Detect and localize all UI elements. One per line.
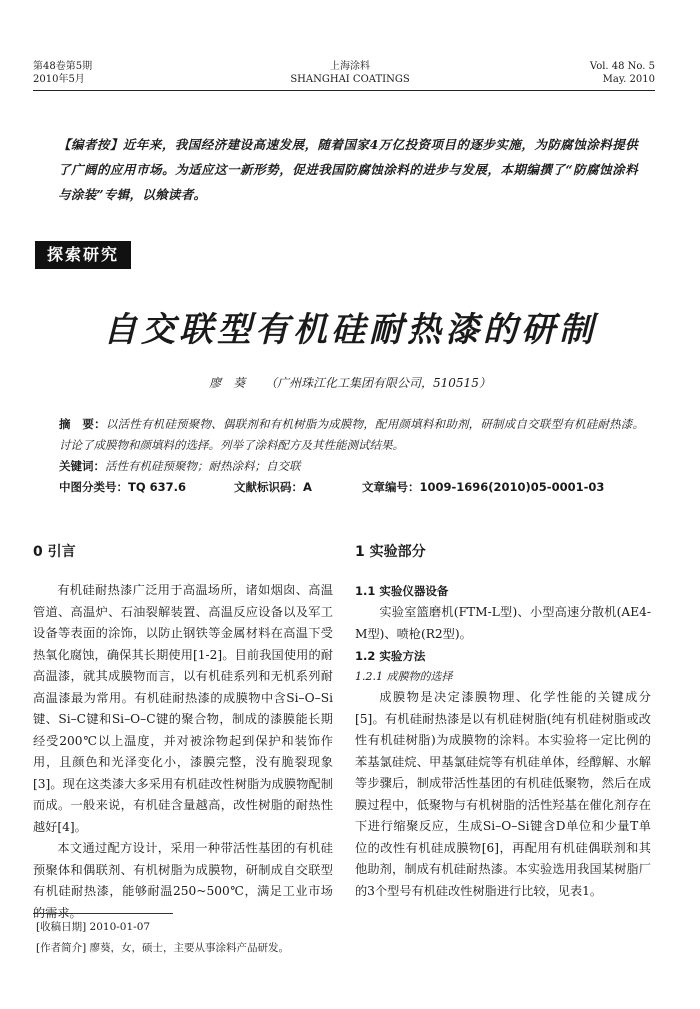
running-header-right xyxy=(590,60,655,86)
keywords xyxy=(59,456,644,477)
footnote-author-bio: [作者简介] 廖葵，女，硕士，主要从事涂料产品研发。 xyxy=(36,942,290,954)
volume-issue-cn: 第48卷第5期 xyxy=(33,61,93,72)
section-banner: 探索研究 xyxy=(35,241,131,269)
header-rule xyxy=(33,90,655,91)
abstract xyxy=(59,414,644,456)
doc-code-value: A xyxy=(303,480,312,494)
footnote-received-date: [收稿日期] 2010-01-07 xyxy=(36,921,151,933)
right-column xyxy=(355,542,651,902)
author-line xyxy=(0,374,700,392)
abstract-label: 摘 要： xyxy=(59,417,106,431)
keywords-label: 关键词： xyxy=(59,459,105,473)
classification-line xyxy=(59,477,644,498)
subsection-heading-equipment: 1.1 实验仪器设备 xyxy=(355,584,449,598)
section-heading-experimental: 1 实验部分 xyxy=(355,544,426,560)
date-en: May. 2010 xyxy=(602,74,655,85)
author-affiliation: （广州珠江化工集团有限公司，510515） xyxy=(265,376,491,390)
journal-name-cn: 上海涂料 xyxy=(330,61,370,72)
subsection-heading-method: 1.2 实验方法 xyxy=(355,649,426,663)
film-former-paragraph: 成膜物是决定漆膜物理、化学性能的关键成分[5]。有机硅耐热漆是以有机硅树脂(纯有机硅树脂或改性有机硅树脂)为成膜物的涂料。本实验将一定比例的苯基氯硅烷、甲基氯硅烷等有机硅单体，经醇解、水解等步骤后，制成带活性基团的有机硅低聚物，然后在成膜过程中，低聚物与有机树脂的活性羟基在催化剂存在下进行缩聚反应，生成Si–O–Si键含D单位和少量T单位的改性有机硅成膜物[6]，再配用有机硅偶联剂和其他助剂，制成有机硅耐热漆。本实验选用我国某树脂厂的3个型号有机硅改性树脂进行比较，见表1。 xyxy=(355,690,651,898)
article-title: 自交联型有机硅耐热漆的研制 xyxy=(103,310,597,350)
intro-paragraph-2: 本文通过配方设计，采用一种带活性基团的有机硅预聚体和偶联剂、有机树脂为成膜物，研制成自交联型有机硅耐热漆，能够耐温250~500℃，满足工业市场的需求。 xyxy=(33,841,333,920)
footnote-rule xyxy=(33,913,173,914)
doc-code-label: 文献标识码： xyxy=(234,480,303,494)
article-number-value: 1009-1696(2010)05-0001-03 xyxy=(419,480,605,494)
volume-issue-en: Vol. 48 No. 5 xyxy=(589,61,655,72)
abstract-block xyxy=(59,414,644,498)
editor-note: 【编者按】近年来，我国经济建设高速发展，随着国家4万亿投资项目的逐步实施，为防腐蚀涂料提供了广阔的应用市场。为适应这一新形势，促进我国防腐蚀涂料的进步与发展，本期编撰了“防腐蚀涂料与涂装”专辑，以飨读者。 xyxy=(58,137,638,202)
left-column xyxy=(33,542,333,924)
subsubsection-heading-film-former: 1.2.1 成膜物的选择 xyxy=(355,670,453,683)
intro-paragraph-1: 有机硅耐热漆广泛用于高温场所，诸如烟囱、高温管道、高温炉、石油裂解装置、高温反应设备以及军工设备等表面的涂饰，以防止钢铁等金属材料在高温下受热氧化腐蚀，确保其长期使用[1-2]。目前我国使用的耐高温漆，就其成膜物而言，以有机硅系列和无机系列耐高温漆最为常用。有机硅耐热漆的成膜物中含Si–O–Si键、Si–C键和Si–O–C键的聚合物，制成的漆膜能长期经受200℃以上温度，并对被涂物起到保护和装饰作用，且颜色和光泽变化小，漆膜完整，没有脆裂现象[3]。现在这类漆大多采用有机硅改性树脂为成膜物配制而成。一般来说，有机硅含量越高，改性树脂的耐热性越好[4]。 xyxy=(33,583,333,834)
clc-value: TQ 637.6 xyxy=(128,480,186,494)
abstract-text: 以活性有机硅预聚物、偶联剂和有机树脂为成膜物，配用颜填料和助剂，研制成自交联型有机硅耐热漆。讨论了成膜物和颜填料的选择。列举了涂料配方及其性能测试结果。 xyxy=(59,417,645,452)
clc-label: 中图分类号： xyxy=(59,480,128,494)
article-number-label: 文章编号： xyxy=(362,480,420,494)
author-name: 廖 葵 xyxy=(209,376,246,390)
equipment-paragraph: 实验室篮磨机(FTM-L型)、小型高速分散机(AE4-M型)、喷枪(R2型)。 xyxy=(355,605,651,641)
journal-name-en: SHANGHAI COATINGS xyxy=(290,74,410,85)
keywords-text: 活性有机硅预聚物；耐热涂料；自交联 xyxy=(105,459,301,473)
date-cn: 2010年5月 xyxy=(33,74,85,85)
section-heading-introduction: 0 引言 xyxy=(33,544,76,560)
